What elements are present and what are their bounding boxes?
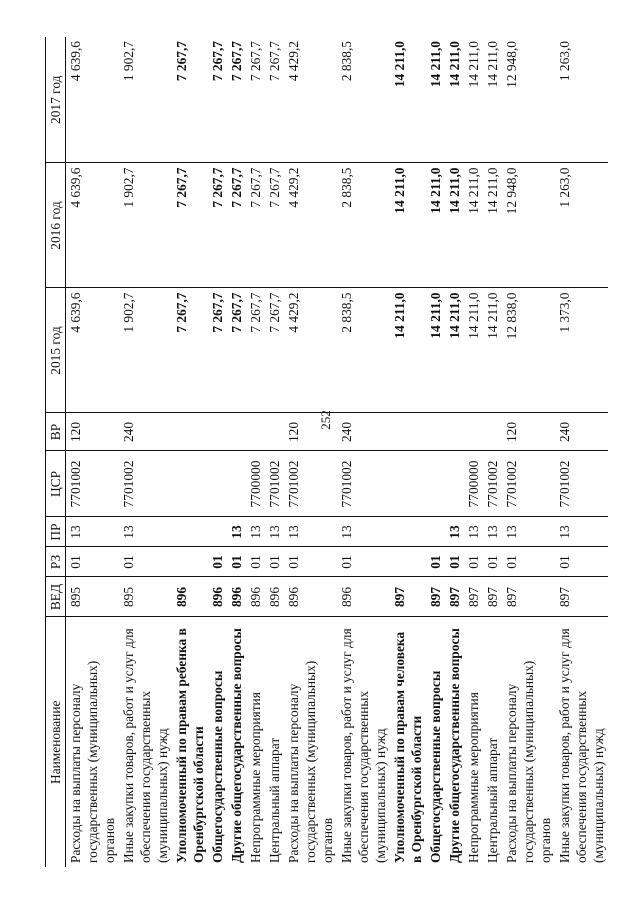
cell-ved: 897 xyxy=(502,577,555,617)
cell-ved: 896 xyxy=(227,577,246,617)
cell-pr: 13 xyxy=(284,517,337,547)
cell-rz: 01 xyxy=(337,547,390,577)
table-row xyxy=(483,37,502,867)
cell-name: Иные закупки товаров, работ и услуг для обеспечения государственных (муниципальных) нужд xyxy=(339,628,388,863)
cell-ved: 895 xyxy=(119,577,172,617)
cell-2016: 1 263,0 xyxy=(555,163,608,288)
cell-2017: 1 902,7 xyxy=(119,37,172,163)
budget-table-container xyxy=(45,37,606,867)
cell-name: Иные закупки товаров, работ и услуг для обеспечения государственных (муниципальных) нужд xyxy=(121,628,170,863)
cell-rz: 01 xyxy=(119,547,172,577)
cell-rz: 01 xyxy=(246,547,265,577)
cell-name: Непрограммные мероприятия xyxy=(466,692,481,863)
cell-name: Другие общегосударственные вопросы xyxy=(229,628,244,863)
header-2016: 2016 год xyxy=(46,163,66,288)
cell-name: Центральный аппарат xyxy=(267,737,282,863)
table-row xyxy=(246,37,265,867)
cell-2016: 2 838,5 xyxy=(337,163,390,288)
cell-ved: 897 xyxy=(464,577,483,617)
cell-csr: 7701002 xyxy=(502,451,555,517)
header-pr: ПР xyxy=(46,517,66,547)
cell-2016: 7 267,7 xyxy=(172,163,208,288)
cell-ved: 896 xyxy=(246,577,265,617)
cell-2015: 7 267,7 xyxy=(227,288,246,413)
cell-2017: 12 948,0 xyxy=(502,37,555,163)
cell-pr: 13 xyxy=(337,517,390,547)
cell-2015: 1 373,0 xyxy=(555,288,608,413)
cell-2017: 4 429,2 xyxy=(284,37,337,163)
cell-ved: 897 xyxy=(445,577,464,617)
cell-pr: 13 xyxy=(119,517,172,547)
cell-ved: 896 xyxy=(337,577,390,617)
cell-name: Центральный аппарат xyxy=(485,737,500,863)
cell-2015: 7 267,7 xyxy=(172,288,208,413)
cell-csr: 7701002 xyxy=(284,451,337,517)
cell-2017: 7 267,7 xyxy=(246,37,265,163)
table-row xyxy=(337,37,390,867)
table-row xyxy=(426,37,445,867)
table-body xyxy=(66,37,609,867)
cell-2015: 14 211,0 xyxy=(483,288,502,413)
cell-2017: 7 267,7 xyxy=(172,37,208,163)
cell-rz: 01 xyxy=(426,547,445,577)
cell-pr: 13 xyxy=(66,517,120,547)
cell-2017: 14 211,0 xyxy=(464,37,483,163)
cell-2017: 14 211,0 xyxy=(445,37,464,163)
cell-name: Уполномоченный по правам ребенка в Оренбургской области xyxy=(174,628,206,863)
cell-rz: 01 xyxy=(227,547,246,577)
table-row xyxy=(464,37,483,867)
cell-vr xyxy=(426,413,445,451)
cell-rz xyxy=(172,547,208,577)
cell-csr xyxy=(172,451,208,517)
cell-2016: 4 429,2 xyxy=(284,163,337,288)
cell-pr: 13 xyxy=(483,517,502,547)
cell-pr xyxy=(172,517,208,547)
cell-name: Расходы на выплаты персоналу государственных (муниципальных) органов xyxy=(504,660,553,863)
cell-2016: 1 902,7 xyxy=(119,163,172,288)
cell-2016: 7 267,7 xyxy=(227,163,246,288)
cell-2016: 14 211,0 xyxy=(483,163,502,288)
cell-csr xyxy=(208,451,227,517)
header-vr: ВР xyxy=(46,413,66,451)
cell-pr xyxy=(208,517,227,547)
cell-vr: 240 xyxy=(555,413,608,451)
cell-rz: 01 xyxy=(483,547,502,577)
cell-vr: 240 xyxy=(119,413,172,451)
cell-name: Расходы на выплаты персоналу государственных (муниципальных) органов xyxy=(286,660,335,863)
cell-vr xyxy=(483,413,502,451)
cell-2016: 14 211,0 xyxy=(445,163,464,288)
cell-vr xyxy=(390,413,426,451)
cell-ved: 895 xyxy=(66,577,120,617)
cell-vr xyxy=(265,413,284,451)
cell-vr xyxy=(246,413,265,451)
cell-ved: 896 xyxy=(284,577,337,617)
cell-csr: 7701002 xyxy=(483,451,502,517)
cell-2015: 4 639,6 xyxy=(66,288,120,413)
cell-ved: 897 xyxy=(390,577,426,617)
cell-rz: 01 xyxy=(284,547,337,577)
cell-2017: 4 639,6 xyxy=(66,37,120,163)
cell-pr: 13 xyxy=(265,517,284,547)
cell-ved: 896 xyxy=(265,577,284,617)
cell-2016: 14 211,0 xyxy=(464,163,483,288)
cell-vr: 120 xyxy=(66,413,120,451)
cell-2016: 12 948,0 xyxy=(502,163,555,288)
table-row xyxy=(119,37,172,867)
budget-table xyxy=(45,37,608,867)
cell-name: Общегосударственные вопросы xyxy=(428,670,443,863)
cell-vr xyxy=(445,413,464,451)
cell-2015: 12 838,0 xyxy=(502,288,555,413)
cell-2015: 14 211,0 xyxy=(426,288,445,413)
table-row xyxy=(172,37,208,867)
page-number: 252 xyxy=(317,410,333,430)
cell-csr xyxy=(445,451,464,517)
cell-csr: 7701002 xyxy=(555,451,608,517)
header-2015: 2015 год xyxy=(46,288,66,413)
cell-ved: 896 xyxy=(172,577,208,617)
table-row xyxy=(555,37,608,867)
cell-csr: 7701002 xyxy=(337,451,390,517)
cell-2015: 1 902,7 xyxy=(119,288,172,413)
cell-pr: 13 xyxy=(502,517,555,547)
cell-name: Общегосударственные вопросы xyxy=(210,670,225,863)
cell-rz: 01 xyxy=(445,547,464,577)
cell-2015: 14 211,0 xyxy=(390,288,426,413)
cell-2017: 14 211,0 xyxy=(483,37,502,163)
cell-rz: 01 xyxy=(66,547,120,577)
cell-2016: 7 267,7 xyxy=(265,163,284,288)
header-ved: ВЕД xyxy=(46,577,66,617)
table-row xyxy=(227,37,246,867)
cell-ved: 897 xyxy=(483,577,502,617)
cell-2015: 2 838,5 xyxy=(337,288,390,413)
table-row xyxy=(66,37,120,867)
cell-pr xyxy=(426,517,445,547)
cell-csr: 7701002 xyxy=(265,451,284,517)
cell-ved: 897 xyxy=(555,577,608,617)
table-row xyxy=(390,37,426,867)
cell-pr: 13 xyxy=(445,517,464,547)
cell-vr xyxy=(464,413,483,451)
cell-csr: 7701002 xyxy=(119,451,172,517)
cell-2016: 14 211,0 xyxy=(426,163,445,288)
cell-vr xyxy=(208,413,227,451)
cell-2015: 7 267,7 xyxy=(265,288,284,413)
table-row xyxy=(445,37,464,867)
cell-rz: 01 xyxy=(265,547,284,577)
table-row xyxy=(284,37,337,867)
cell-2017: 7 267,7 xyxy=(208,37,227,163)
cell-csr xyxy=(227,451,246,517)
cell-name: Другие общегосударственные вопросы xyxy=(447,628,462,863)
cell-rz: 01 xyxy=(555,547,608,577)
table-row xyxy=(265,37,284,867)
header-rz: РЗ xyxy=(46,547,66,577)
cell-2017: 2 838,5 xyxy=(337,37,390,163)
cell-name: Уполномоченный по правам человека в Оренбургской области xyxy=(392,631,424,863)
cell-csr xyxy=(390,451,426,517)
cell-rz xyxy=(390,547,426,577)
cell-pr: 13 xyxy=(464,517,483,547)
cell-2015: 7 267,7 xyxy=(208,288,227,413)
header-2017: 2017 год xyxy=(46,37,66,163)
table-row xyxy=(502,37,555,867)
cell-rz: 01 xyxy=(502,547,555,577)
header-csr: ЦСР xyxy=(46,451,66,517)
cell-2016: 4 639,6 xyxy=(66,163,120,288)
cell-rz: 01 xyxy=(208,547,227,577)
header-name: Наименование xyxy=(46,617,66,867)
cell-2015: 7 267,7 xyxy=(246,288,265,413)
cell-ved: 897 xyxy=(426,577,445,617)
cell-name: Непрограммные мероприятия xyxy=(248,692,263,863)
cell-2016: 7 267,7 xyxy=(246,163,265,288)
header-row xyxy=(46,37,66,867)
cell-csr: 7701002 xyxy=(66,451,120,517)
cell-csr xyxy=(426,451,445,517)
cell-vr: 120 xyxy=(502,413,555,451)
cell-2015: 14 211,0 xyxy=(464,288,483,413)
cell-vr xyxy=(172,413,208,451)
cell-vr: 120 xyxy=(284,413,337,451)
cell-rz: 01 xyxy=(464,547,483,577)
cell-pr xyxy=(390,517,426,547)
cell-2017: 1 263,0 xyxy=(555,37,608,163)
cell-ved: 896 xyxy=(208,577,227,617)
table-row xyxy=(208,37,227,867)
cell-2017: 14 211,0 xyxy=(426,37,445,163)
cell-csr: 7700000 xyxy=(464,451,483,517)
cell-pr: 13 xyxy=(227,517,246,547)
cell-2016: 14 211,0 xyxy=(390,163,426,288)
cell-pr: 13 xyxy=(555,517,608,547)
cell-vr: 240 xyxy=(337,413,390,451)
cell-csr: 7700000 xyxy=(246,451,265,517)
cell-vr xyxy=(227,413,246,451)
cell-pr: 13 xyxy=(246,517,265,547)
cell-2015: 4 429,2 xyxy=(284,288,337,413)
cell-2017: 7 267,7 xyxy=(265,37,284,163)
cell-name: Расходы на выплаты персоналу государственных (муниципальных) органов xyxy=(68,660,117,863)
cell-2016: 7 267,7 xyxy=(208,163,227,288)
cell-2015: 14 211,0 xyxy=(445,288,464,413)
cell-2017: 14 211,0 xyxy=(390,37,426,163)
cell-name: Иные закупки товаров, работ и услуг для обеспечения государственных (муниципальных) нужд xyxy=(557,628,606,863)
cell-2017: 7 267,7 xyxy=(227,37,246,163)
